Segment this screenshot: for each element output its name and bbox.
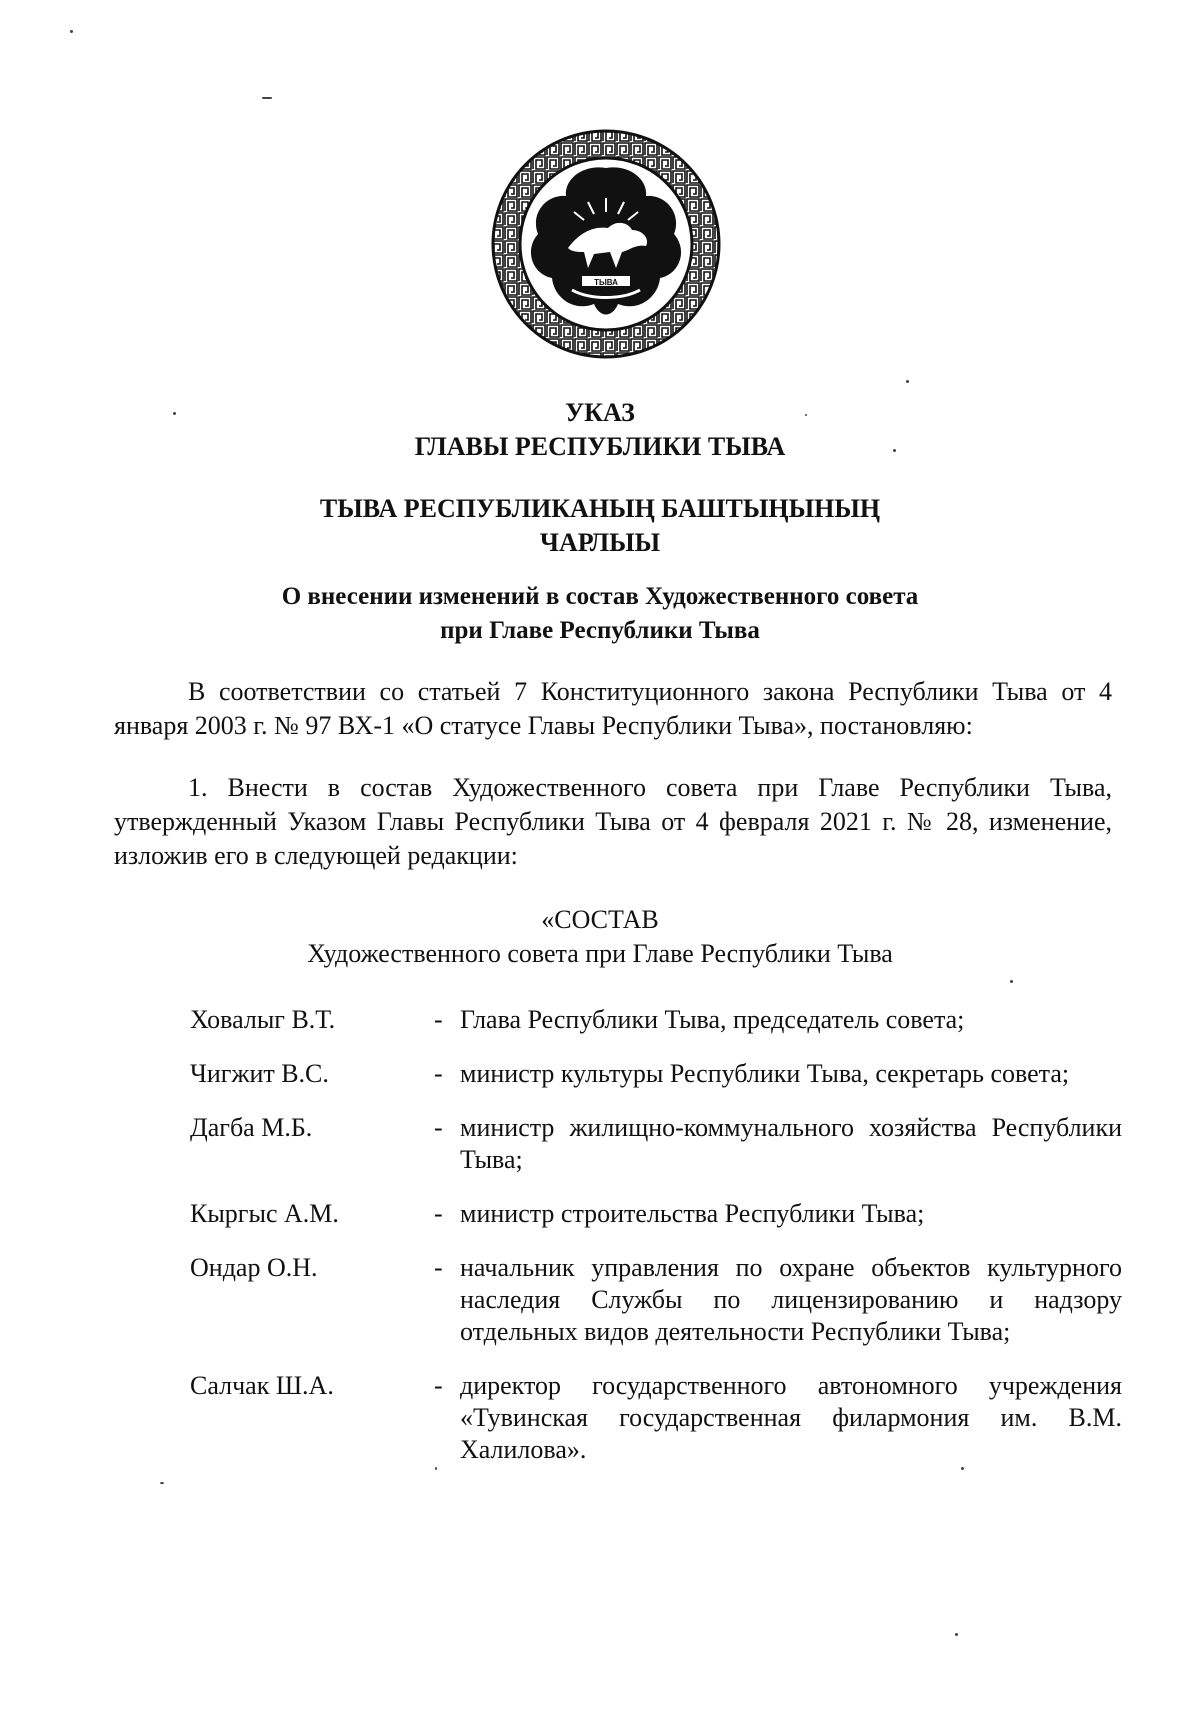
clause-1-paragraph: 1. Внести в состав Художественного совета при Главе Республики Тыва, утвержденный Указом Главы Республики Тыва от 4 февраля 2021 г. № 28, изменение, изложив его в следующей редакции: — [114, 773, 1112, 870]
list-item — [190, 1198, 1122, 1230]
members-list — [190, 1004, 1122, 1488]
list-item — [190, 1112, 1122, 1176]
header-line-tyva: ТЫВА РЕСПУБЛИКАНЫҢ БАШТЫҢЫНЫҢ — [319, 494, 881, 523]
member-role: министр строительства Республики Тыва; — [460, 1199, 925, 1228]
header-line-glavy: ГЛАВЫ РЕСПУБЛИКИ ТЫВА — [414, 432, 786, 461]
list-item — [190, 1058, 1122, 1090]
member-name: Салчак Ш.А. — [190, 1371, 334, 1400]
member-dash: - — [434, 1113, 443, 1142]
header-line-ukaz: УКАЗ — [565, 398, 635, 427]
member-role: начальник управления по охране объектов культурного наследия Службы по лицензированию и надзору отдельных видов деятельности Республики Тыва; — [460, 1253, 1122, 1346]
decree-header-tyv — [0, 492, 1200, 560]
member-dash: - — [434, 1253, 443, 1282]
scan-speck — [893, 449, 896, 452]
member-name: Чигжит В.С. — [190, 1059, 329, 1088]
tuva-coat-of-arms-icon — [490, 128, 722, 360]
member-role: министр культуры Республики Тыва, секретарь совета; — [460, 1059, 1070, 1088]
decree-title-line1: О внесении изменений в состав Художественного совета — [281, 583, 919, 610]
decree-header-ru — [0, 396, 1200, 464]
scan-speck — [805, 414, 807, 416]
scan-speck — [906, 380, 909, 383]
member-role: министр жилищно-коммунального хозяйства Республики Тыва; — [460, 1113, 1122, 1174]
member-name: Кыргыс А.М. — [190, 1199, 339, 1228]
member-name: Дагба М.Б. — [190, 1113, 313, 1142]
list-item — [190, 1252, 1122, 1348]
member-role: директор государственного автономного учреждения «Тувинская государственная филармония им. В.М. Халилова». — [460, 1371, 1122, 1464]
list-item — [190, 1370, 1122, 1466]
scan-speck — [435, 1467, 437, 1470]
preamble-paragraph: В соответствии со статьей 7 Конституционного закона Республики Тыва от 4 января 2003 г. № 97 ВХ-1 «О статусе Главы Республики Тыва», постановляю: — [114, 677, 1112, 740]
member-dash: - — [434, 1371, 443, 1400]
decree-title-line2: при Главе Республики Тыва — [440, 617, 760, 644]
composition-subheading: Художественного совета при Главе Республики Тыва — [307, 939, 893, 968]
member-dash: - — [434, 1005, 443, 1034]
composition-heading: «СОСТАВ — [541, 905, 659, 934]
member-name: Ховалыг В.Т. — [190, 1005, 336, 1034]
scan-speck — [1010, 980, 1013, 983]
emblem-caption: ТЫВА — [594, 278, 618, 287]
scan-speck — [955, 1633, 958, 1636]
member-name: Ондар О.Н. — [190, 1253, 318, 1282]
scan-speck — [70, 30, 73, 33]
member-dash: - — [434, 1059, 443, 1088]
member-dash: - — [434, 1199, 443, 1228]
member-role: Глава Республики Тыва, председатель совета; — [460, 1005, 965, 1034]
scan-speck — [173, 412, 176, 415]
scan-speck — [961, 1467, 964, 1470]
scan-speck — [160, 1482, 164, 1484]
decree-title — [0, 580, 1200, 648]
scan-speck — [262, 97, 272, 99]
list-item — [190, 1004, 1122, 1036]
header-line-charlyy: ЧАРЛЫЫ — [539, 528, 661, 557]
